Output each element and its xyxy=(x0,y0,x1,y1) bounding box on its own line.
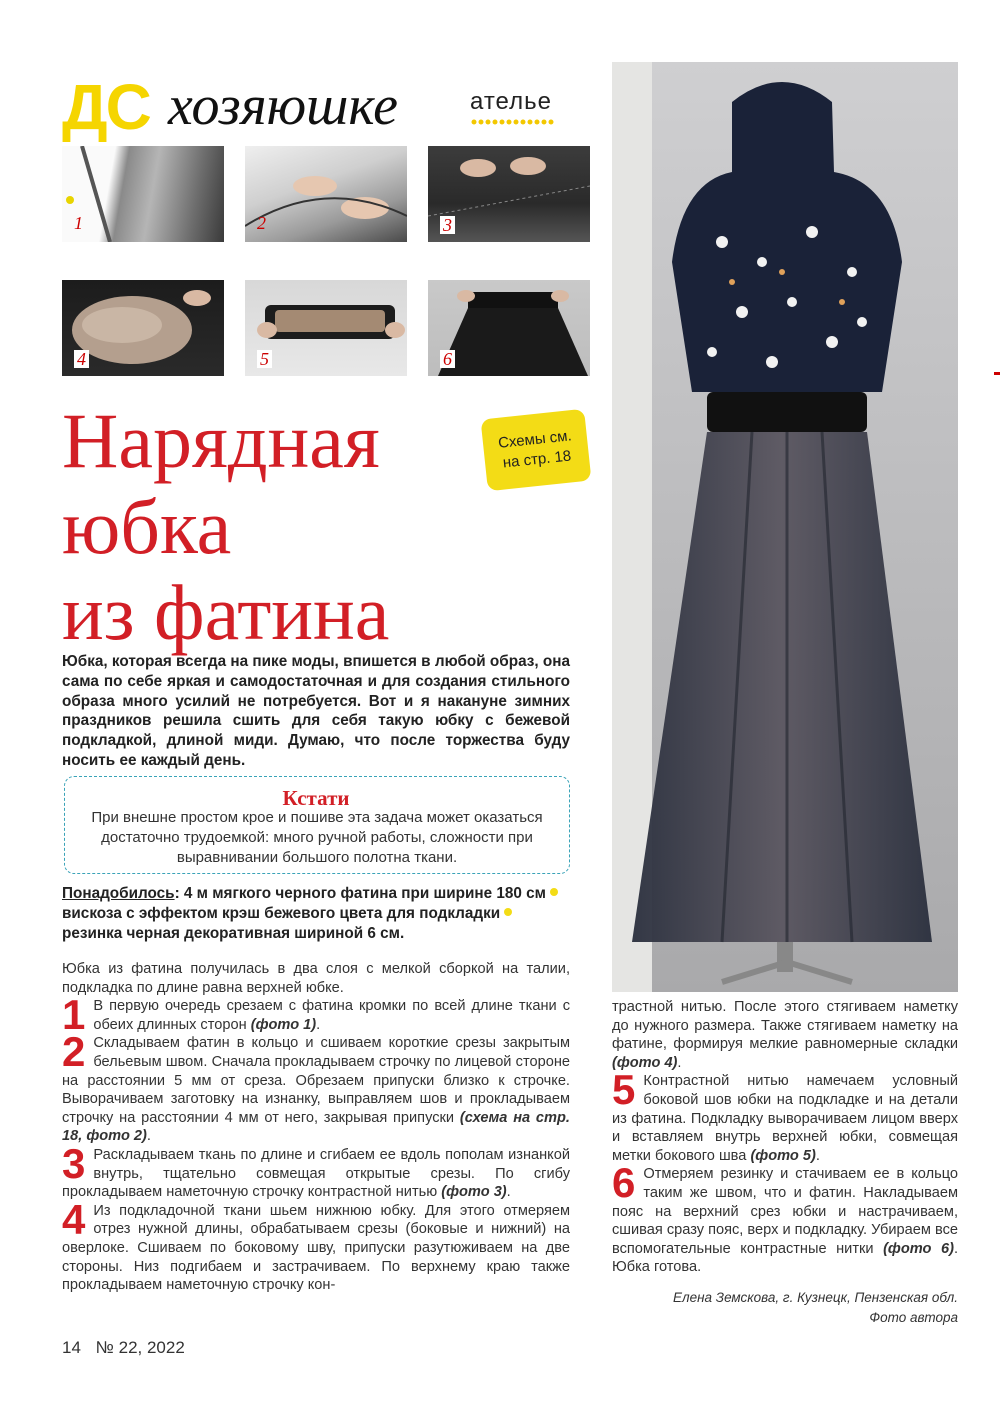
photo-reference: (фото 4) xyxy=(612,1054,678,1071)
step-4 xyxy=(62,1195,570,1295)
material-item: резинка черная декоративная шириной 6 см. xyxy=(62,924,405,942)
tip-body: При внешне простом крое и пошиве эта задача может оказаться достаточно трудоемкой: много ручной работы, сложности при выравнивании большого полотна ткани. xyxy=(91,809,543,866)
step-text: Раскладываем ткань по длине и сгибаем ее вдоль пополам изнанкой внутрь, тщательно совмещая открытые срезы. По сгибу прокладываем наметочную строчку контрастной нитью xyxy=(62,1146,570,1201)
step-tail: . xyxy=(815,1147,820,1164)
step-5 xyxy=(612,1066,958,1165)
step-6 xyxy=(612,1159,959,1277)
step-text: трастной нитью. После этого стягиваем наметку до нужного размера. Также стягиваем наметку на фатине, формируя мелкие равномерные складки xyxy=(612,999,958,1053)
step-text: В первую очередь срезаем с фатина кромки по всей длине ткани с обеих длинных сторон xyxy=(93,998,570,1033)
step-number: 5 xyxy=(612,1066,636,1114)
step-photo-6 xyxy=(428,280,590,376)
badge-line: на стр. 18 xyxy=(502,447,572,472)
step-photo-3 xyxy=(428,146,590,242)
author-signature: Елена Земскова, г. Кузнецк, Пензенская обл. xyxy=(672,1290,958,1305)
headline-line: из фатина xyxy=(62,569,390,656)
step-1 xyxy=(62,991,570,1039)
bullet-icon xyxy=(550,888,558,896)
photo-number: 1 xyxy=(74,213,83,233)
page-number: 14 xyxy=(62,1338,81,1357)
step-number: 4 xyxy=(62,1195,86,1243)
decorative-dots xyxy=(470,118,556,126)
step-3 xyxy=(62,1139,570,1202)
material-item: вискоза с эффектом крэш бежевого цвета для подкладки xyxy=(62,904,501,922)
step-text: Из подкладочной ткани шьем нижнюю юбку. Для этого отмеряем отрез нужной длины, обрабатываем срезы (боковые и нижний) на оверлоке. Сшиваем по боковому шву, припуски разутюживаем на две стороны. Низ подгибаем и застрачиваем. По верхнему краю также прокладываем наметочную строчку кон- xyxy=(62,1202,570,1294)
headline-line: юбка xyxy=(62,483,232,570)
step-number: 1 xyxy=(62,991,86,1039)
step-number: 2 xyxy=(62,1028,86,1076)
step-text: Отмеряем резинку и стачиваем ее в кольцо таким же швом, что и фатин. Накладываем пояс на верхний срез юбки и настрачиваем, сшивая сразу пояс, верх и подкладку. Убираем все вспомогательные контрастные нитки xyxy=(612,1166,958,1257)
instructions-column-2 xyxy=(612,998,958,1277)
lead-paragraph: Юбка из фатина получилась в два слоя с мелкой сборкой на талии, подкладка по длине равна верхней юбке. xyxy=(62,961,570,996)
step-2 xyxy=(62,1028,570,1146)
section-subtitle: ателье xyxy=(470,88,552,115)
finished-skirt-photo xyxy=(612,62,958,992)
photo-reference: (схема на стр. 18, фото 2) xyxy=(62,1109,570,1145)
step-tail: . xyxy=(316,1016,321,1033)
headline-line: Нарядная xyxy=(62,397,380,484)
materials-label: Понадобилось xyxy=(62,885,175,902)
schema-reference-badge xyxy=(481,409,592,491)
photo-number: 6 xyxy=(440,350,455,368)
step-4-continued: трастной нитью. После этого стягиваем наметку до нужного размера. Также стягиваем наметку на фатине, формируя мелкие равномерные складки (фото 4). xyxy=(612,999,958,1071)
step-photo-5 xyxy=(245,280,407,376)
material-item: : 4 м мягкого черного фатина при ширине 180 см xyxy=(174,885,546,902)
step-number: 6 xyxy=(612,1159,636,1207)
photo-credit: Фото автора xyxy=(869,1310,958,1325)
issue-number: № 22, 2022 xyxy=(95,1338,185,1357)
page-footer xyxy=(62,1338,185,1358)
step-tail: . Юбка готова. xyxy=(612,1240,959,1276)
section-title: хозяюшке xyxy=(168,75,399,137)
step-photo-4 xyxy=(62,280,224,376)
photo-number: 5 xyxy=(257,350,272,368)
photo-reference: (фото 6) xyxy=(883,1240,954,1257)
edge-marker xyxy=(994,372,1000,375)
photo-reference: (фото 3) xyxy=(441,1184,507,1201)
bullet-icon xyxy=(504,908,512,916)
materials-list xyxy=(62,884,570,943)
photo-number: 4 xyxy=(74,350,89,368)
step-text: Контрастной нитью намечаем условный боковой шов юбки на подкладке и на детали из фатина. Подкладку выворачиваем лицом вверх и вставляем внутрь верхней юбки, совмещая метки бокового шва xyxy=(612,1073,958,1164)
headline xyxy=(62,398,482,656)
magazine-brand: ДС xyxy=(62,71,150,143)
step-text: Складываем фатин в кольцо и сшиваем короткие срезы закрытым бельевым швом. Сначала прокладываем строчку по лицевой стороне на расстоянии 5 мм от среза. Обрезаем припуски близко к строчке. Выворачиваем заготовку на изнанку, выправляем шов и прокладываем строчку на расстоянии 4 мм от него, закрывая припуски xyxy=(62,1035,570,1126)
step-photo-1 xyxy=(62,146,224,242)
photo-reference: (фото 1) xyxy=(250,1016,317,1033)
photo-number: 2 xyxy=(257,213,266,233)
photo-reference: (фото 5) xyxy=(750,1147,816,1164)
step-number: 3 xyxy=(62,1139,86,1187)
intro-paragraph: Юбка, которая всегда на пике моды, впишется в любой образ, она сама по себе яркая и самодостаточная и для создания стильного образа много усилий не потребуется. Вот и я накануне зимних праздников решила сшить для себя такую юбку с бежевой подкладкой, длиной миди. Думаю, что после торжества буду носить ее каждый день. xyxy=(62,653,570,769)
step-tail: . xyxy=(506,1184,511,1201)
tip-title: Кстати xyxy=(282,786,350,810)
step-tail: . xyxy=(146,1128,151,1145)
instructions-column-1 xyxy=(62,960,570,1295)
badge-line: Схемы см. xyxy=(497,427,573,452)
photo-number: 3 xyxy=(440,216,455,234)
step-photo-2 xyxy=(245,146,407,242)
